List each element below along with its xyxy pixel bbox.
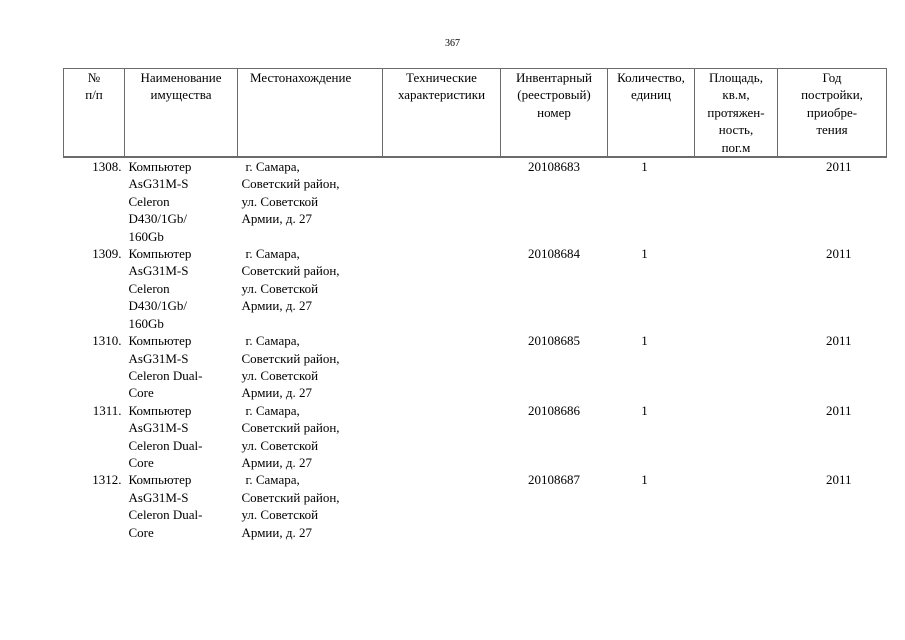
- header-line: приобре-: [806, 104, 858, 120]
- cell-location: [238, 402, 383, 472]
- cell-location: [238, 332, 383, 402]
- header-area: [695, 69, 778, 158]
- cell-location: [238, 157, 383, 245]
- cell-year: 2011: [825, 333, 852, 349]
- header-line: имущества: [150, 87, 212, 103]
- cell-location-line: Армии, д. 27: [241, 385, 312, 401]
- header-line: Инвентарный: [516, 70, 592, 85]
- cell-name-line: AsG31M-S: [128, 350, 189, 366]
- cell-inventory: 20108687: [528, 472, 580, 488]
- cell-num: 1308.: [92, 159, 122, 175]
- cell-year: 2011: [825, 159, 852, 175]
- page-number: 367: [445, 38, 460, 49]
- cell-name-line: Core: [128, 385, 154, 401]
- table-row: [64, 157, 887, 245]
- cell-tech: [383, 245, 501, 332]
- cell-location-line: ул. Советской: [241, 437, 319, 453]
- header-line: Количество,: [617, 70, 685, 85]
- cell-name-line: Компьютер: [128, 402, 192, 418]
- cell-tech: [383, 402, 501, 472]
- property-register-table: [63, 68, 887, 541]
- cell-name-line: Core: [128, 524, 154, 540]
- cell-location-line: Советский район,: [241, 263, 340, 279]
- cell-name: [125, 332, 238, 402]
- cell-name-line: 160Gb: [128, 228, 164, 244]
- cell-inventory: 20108686: [528, 402, 580, 418]
- header-line: Технические: [406, 70, 477, 85]
- header-line: протяжен-: [707, 104, 765, 120]
- cell-name-line: Компьютер: [128, 472, 192, 488]
- cell-location-line: Армии, д. 27: [241, 211, 312, 227]
- cell-quantity: 1: [641, 333, 648, 349]
- cell-area: [695, 245, 778, 332]
- cell-location-line: ул. Советской: [241, 280, 319, 296]
- header-line: постройки,: [801, 87, 863, 103]
- cell-quantity: 1: [641, 472, 648, 488]
- cell-location-line: г. Самара,: [245, 246, 300, 262]
- cell-area: [695, 471, 778, 541]
- cell-name: [125, 471, 238, 541]
- header-line: Наименование: [140, 70, 222, 85]
- cell-name-line: AsG31M-S: [128, 420, 189, 436]
- cell-location-line: г. Самара,: [245, 159, 300, 175]
- header-line: единиц: [630, 87, 672, 103]
- header-year: [778, 69, 887, 158]
- header-line: характеристики: [397, 87, 486, 103]
- header-tech: [383, 69, 501, 158]
- cell-year: 2011: [825, 402, 852, 418]
- cell-tech: [383, 471, 501, 541]
- header-line: номер: [537, 104, 571, 120]
- header-line: п/п: [85, 87, 103, 103]
- cell-num: 1312.: [92, 472, 122, 488]
- cell-location-line: г. Самара,: [245, 333, 300, 349]
- cell-name-line: Celeron: [128, 193, 170, 209]
- cell-name-line: Компьютер: [128, 333, 192, 349]
- cell-quantity: 1: [641, 402, 648, 418]
- cell-inventory: 20108683: [528, 159, 580, 175]
- cell-name-line: AsG31M-S: [128, 263, 189, 279]
- cell-location-line: Советский район,: [241, 489, 340, 505]
- table-header: [64, 69, 887, 158]
- cell-name-line: Celeron Dual-: [128, 507, 203, 523]
- cell-location-line: Армии, д. 27: [241, 454, 312, 470]
- table-row: [64, 332, 887, 402]
- cell-location-line: Советский район,: [241, 420, 340, 436]
- cell-name-line: Компьютер: [128, 246, 192, 262]
- cell-location: [238, 245, 383, 332]
- header-line: Год: [822, 70, 842, 85]
- cell-name: [125, 402, 238, 472]
- cell-location-line: Армии, д. 27: [241, 524, 312, 540]
- cell-tech: [383, 157, 501, 245]
- table-body: [64, 157, 887, 541]
- header-num: [64, 69, 125, 158]
- header-line: Площадь,: [709, 70, 763, 85]
- header-line: Местонахождение: [250, 70, 352, 85]
- cell-name-line: Core: [128, 454, 154, 470]
- cell-name: [125, 245, 238, 332]
- cell-name-line: AsG31M-S: [128, 489, 189, 505]
- cell-location-line: Армии, д. 27: [241, 298, 312, 314]
- cell-location-line: Советский район,: [241, 176, 340, 192]
- cell-year: 2011: [825, 472, 852, 488]
- cell-quantity: 1: [641, 246, 648, 262]
- cell-location-line: г. Самара,: [245, 472, 300, 488]
- cell-name-line: Celeron: [128, 280, 170, 296]
- cell-quantity: 1: [641, 159, 648, 175]
- cell-location-line: ул. Советской: [241, 507, 319, 523]
- header-line: кв.м,: [722, 87, 750, 103]
- header-line: (реестровый): [517, 87, 591, 103]
- cell-name-line: D430/1Gb/: [128, 211, 187, 227]
- cell-num: 1309.: [92, 246, 122, 262]
- cell-location: [238, 471, 383, 541]
- cell-name: [125, 157, 238, 245]
- header-line: пог.м: [721, 139, 751, 155]
- cell-num: 1310.: [92, 333, 122, 349]
- header-row: [64, 69, 887, 158]
- cell-location-line: ул. Советской: [241, 193, 319, 209]
- header-line: №: [87, 70, 101, 85]
- cell-location-line: г. Самара,: [245, 402, 300, 418]
- table-row: [64, 402, 887, 472]
- cell-area: [695, 157, 778, 245]
- header-inventory: [501, 69, 608, 158]
- cell-area: [695, 402, 778, 472]
- cell-location-line: Советский район,: [241, 350, 340, 366]
- header-quantity: [608, 69, 695, 158]
- cell-name-line: AsG31M-S: [128, 176, 189, 192]
- cell-name-line: 160Gb: [128, 315, 164, 331]
- header-name: [125, 69, 238, 158]
- table-row: [64, 471, 887, 541]
- cell-location-line: ул. Советской: [241, 367, 319, 383]
- cell-name-line: Celeron Dual-: [128, 367, 203, 383]
- cell-name-line: Компьютер: [128, 159, 192, 175]
- cell-area: [695, 332, 778, 402]
- header-line: ность,: [718, 122, 754, 138]
- cell-num: 1311.: [92, 402, 122, 418]
- cell-name-line: D430/1Gb/: [128, 298, 187, 314]
- cell-tech: [383, 332, 501, 402]
- cell-inventory: 20108685: [528, 333, 580, 349]
- table-row: [64, 245, 887, 332]
- header-line: тения: [816, 122, 848, 138]
- cell-name-line: Celeron Dual-: [128, 437, 203, 453]
- header-location: [238, 69, 383, 158]
- cell-inventory: 20108684: [528, 246, 580, 262]
- cell-year: 2011: [825, 246, 852, 262]
